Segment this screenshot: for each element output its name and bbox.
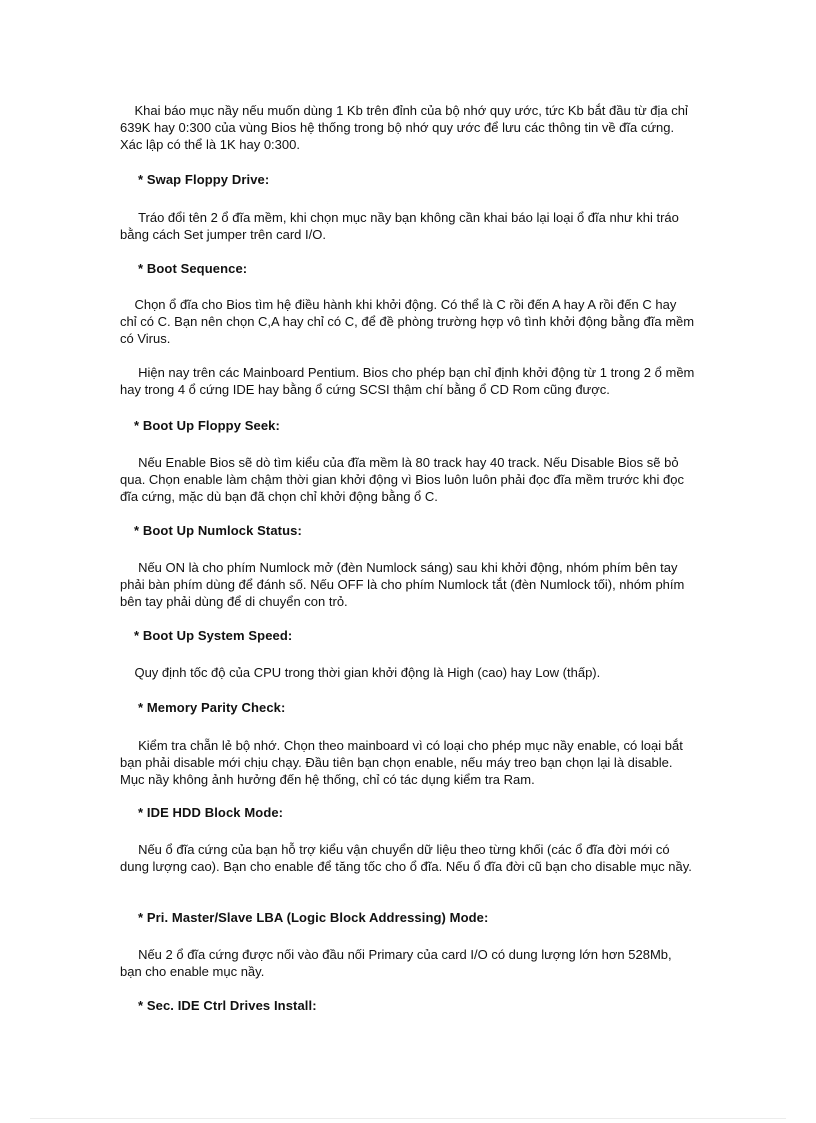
paragraph-hdd-info-area: Khai báo mục nầy nếu muốn dùng 1 Kb trên đỉnh của bộ nhớ quy ước, tức Kb bắt đầu từ địa chỉ 639K hay 0:300 của vùng Bios hệ thống trong bộ nhớ quy ước để lưu các thông tin về đĩa cứng. Xác lập có thể là 1K hay 0:300. xyxy=(120,103,692,152)
paragraph-boot-up-numlock-status: Nếu ON là cho phím Numlock mở (đèn Numlock sáng) sau khi khởi động, nhóm phím bên tay phải bàn phím dùng để đánh số. Nếu OFF là cho phím Numlock tắt (đèn Numlock tối), nhóm phím bên tay phải dùng để di chuyển con trỏ. xyxy=(120,560,688,609)
paragraph-boot-sequence: Chọn ổ đĩa cho Bios tìm hệ điều hành khi khởi động. Có thể là C rồi đến A hay A rồi đến C hay chỉ có C. Bạn nên chọn C,A hay chỉ có C, để đề phòng trường hợp vô tình khởi động bằng đĩa mềm có Virus. xyxy=(120,297,698,346)
heading-memory-parity-check: * Memory Parity Check: xyxy=(138,700,286,715)
heading-swap-floppy-drive: * Swap Floppy Drive: xyxy=(138,172,270,187)
paragraph-memory-parity-check: Kiểm tra chẵn lẻ bộ nhớ. Chọn theo mainboard vì có loại cho phép mục nầy enable, có loại bắt bạn phải disable mới chịu chạy. Đầu tiên bạn chọn enable, nếu máy treo bạn chọn lại là disable. Mục nầy không ảnh hưởng đến hệ thống, chỉ có tác dụng kiểm tra Ram. xyxy=(120,738,687,787)
heading-pri-master-slave-lba-mode: * Pri. Master/Slave LBA (Logic Block Addressing) Mode: xyxy=(138,910,489,925)
heading-boot-sequence: * Boot Sequence: xyxy=(138,261,248,276)
paragraph-pri-master-slave-lba-mode: Nếu 2 ổ đĩa cứng được nối vào đầu nối Primary của card I/O có dung lượng lớn hơn 528Mb, bạn cho enable mục nầy. xyxy=(120,947,676,979)
heading-boot-up-system-speed: * Boot Up System Speed: xyxy=(134,628,293,643)
paragraph-boot-up-system-speed: Quy định tốc độ của CPU trong thời gian khởi động là High (cao) hay Low (thấp). xyxy=(120,665,601,680)
page-bottom-edge xyxy=(30,1118,786,1119)
heading-boot-up-numlock-status: * Boot Up Numlock Status: xyxy=(134,523,302,538)
paragraph-ide-hdd-block-mode: Nếu ổ đĩa cứng của bạn hỗ trợ kiểu vận chuyển dữ liệu theo từng khối (các ổ đĩa đời mới có dung lượng cao). Bạn cho enable để tăng tốc cho ổ đĩa. Nếu ổ đĩa đời cũ bạn cho disable mục nầy. xyxy=(120,842,692,874)
paragraph-swap-floppy-drive: Tráo đổi tên 2 ổ đĩa mềm, khi chọn mục nầy bạn không cần khai báo lại loại ổ đĩa như khi tráo bằng cách Set jumper trên card I/O. xyxy=(120,210,683,242)
paragraph-boot-devices: Hiện nay trên các Mainboard Pentium. Bios cho phép bạn chỉ định khởi động từ 1 trong 2 ổ mềm hay trong 4 ổ cứng IDE hay bằng ổ cứng SCSI thậm chí bằng ổ CD Rom cũng được. xyxy=(120,365,699,397)
heading-sec-ide-ctrl-drives-install: * Sec. IDE Ctrl Drives Install: xyxy=(138,998,317,1013)
heading-boot-up-floppy-seek: * Boot Up Floppy Seek: xyxy=(134,418,280,433)
paragraph-boot-up-floppy-seek: Nếu Enable Bios sẽ dò tìm kiểu của đĩa mềm là 80 track hay 40 track. Nếu Disable Bios sẽ bỏ qua. Chọn enable làm chậm thời gian khởi động vì Bios luôn luôn phải đọc đĩa mềm trước khi đọc đĩa cứng, mặc dù bạn đã chọn chỉ khởi động bằng ổ C. xyxy=(120,455,688,504)
heading-ide-hdd-block-mode: * IDE HDD Block Mode: xyxy=(138,805,284,820)
